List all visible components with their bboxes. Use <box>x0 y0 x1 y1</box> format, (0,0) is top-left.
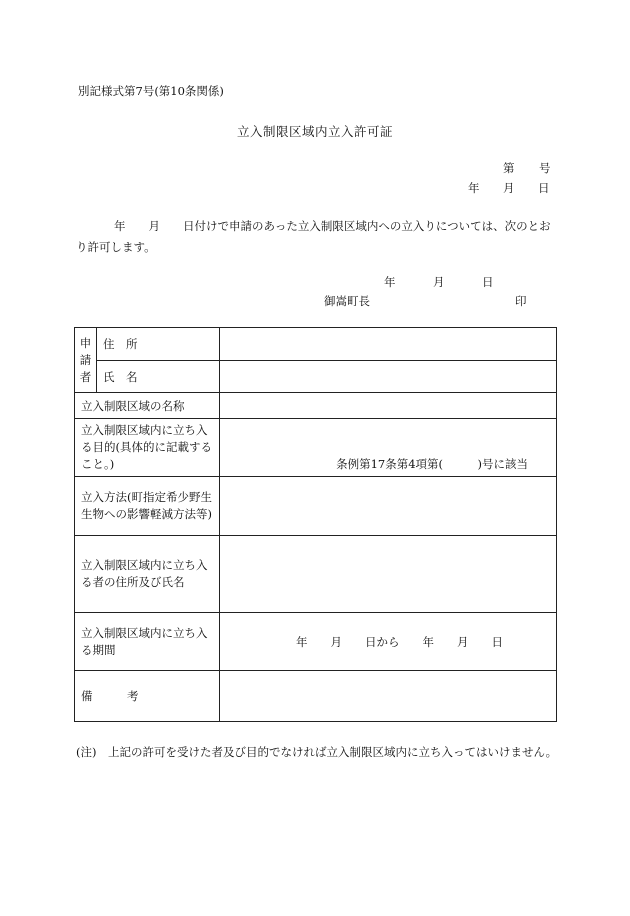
ordinance-reference: 条例第17条第4項第( )号に該当 <box>336 457 528 471</box>
address-label: 住 所 <box>97 328 220 361</box>
issue-day: 日 <box>482 275 494 289</box>
issue-month: 月 <box>433 275 445 289</box>
issuer-name: 御嵩町長 <box>324 294 370 308</box>
period-value: 年 月 日から 年 月 日 <box>296 634 503 649</box>
period-label: 立入制限区域内に立ち入る期間 <box>75 613 220 671</box>
address-field[interactable] <box>220 328 557 361</box>
name-label: 氏 名 <box>97 361 220 393</box>
form-label: 別記様式第7号(第10条関係) <box>78 84 224 98</box>
period-field[interactable] <box>220 613 557 671</box>
area-name-label: 立入制限区域の名称 <box>75 393 220 419</box>
permission-statement: 年 月 日付けで申請のあった立入制限区域内への立入りについては、次のとおり許可します。 <box>76 219 551 254</box>
seal-mark: 印 <box>515 294 527 308</box>
remarks-field[interactable] <box>220 671 557 722</box>
purpose-label: 立入制限区域内に立ち入る目的(具体的に記載すること。) <box>75 419 220 477</box>
date-month: 月 <box>503 181 515 195</box>
applicant-label: 申 請 者 <box>75 328 97 393</box>
permit-form-table <box>74 327 557 722</box>
date-day: 日 <box>538 181 550 195</box>
method-field[interactable] <box>220 477 557 536</box>
number-prefix: 第 <box>503 161 515 175</box>
issue-year: 年 <box>384 275 396 289</box>
persons-label: 立入制限区域内に立ち入る者の住所及び氏名 <box>75 536 220 613</box>
persons-field[interactable] <box>220 536 557 613</box>
number-suffix: 号 <box>539 161 551 175</box>
date-year: 年 <box>468 181 480 195</box>
name-field[interactable] <box>220 361 557 393</box>
footnote: (注) 上記の許可を受けた者及び目的でなければ立入制限区域内に立ち入ってはいけません。 <box>76 745 558 759</box>
purpose-field[interactable] <box>220 419 557 477</box>
document-title: 立入制限区域内立入許可証 <box>236 124 393 139</box>
remarks-label: 備 考 <box>75 671 220 722</box>
method-label: 立入方法(町指定希少野生生物への影響軽減方法等) <box>75 477 220 536</box>
area-name-field[interactable] <box>220 393 557 419</box>
